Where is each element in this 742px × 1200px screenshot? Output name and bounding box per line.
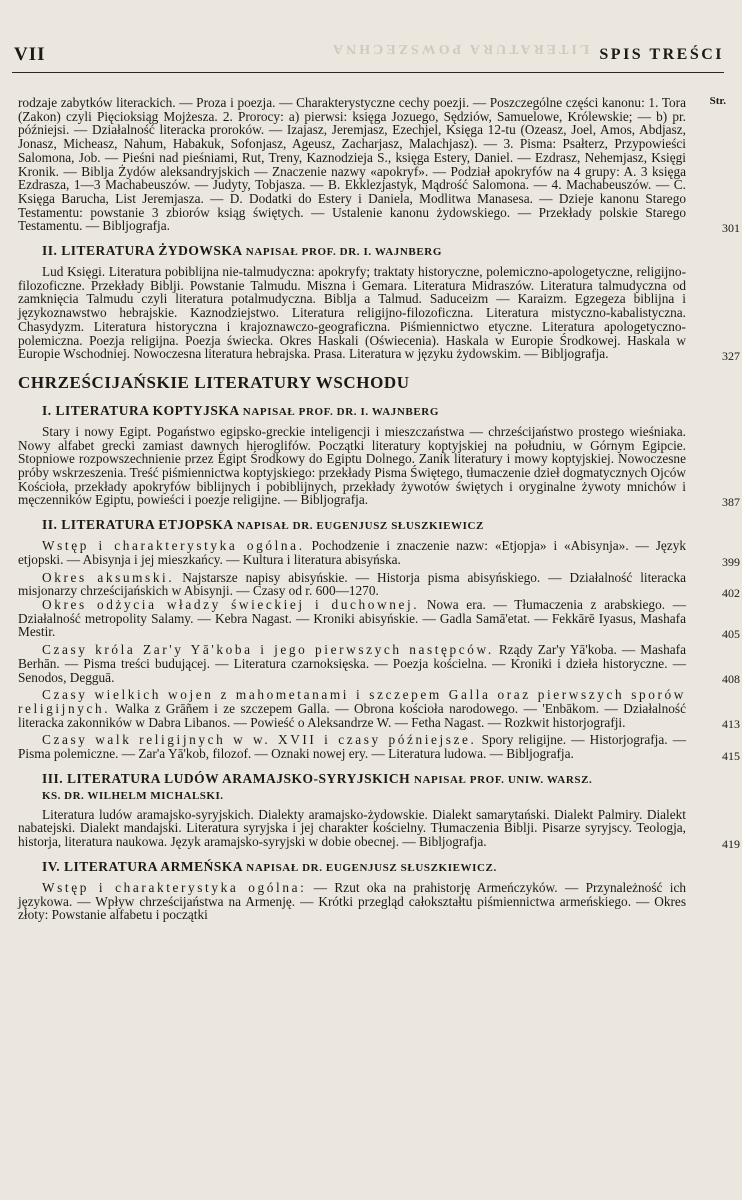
part-title: CHRZEŚCIJAŃSKIE LITERATURY WSCHODU xyxy=(18,372,410,392)
entry-text: Rządy Zar'y Yā'koba. — Mashafa Berhān. — Pisma treści budującej. — Literatura czarnoksięska. — Poezja kościelna. — Kroniki i dzieła historyczne. — Senodos, Degguā. xyxy=(18,642,686,685)
section-author: NAPISAŁ PROF. DR. I. WAJNBERG xyxy=(245,246,442,259)
entry-text: Lud Księgi. Literatura pobiblijna nie-talmudyczna: apokryfy; traktaty historyczne, polemiczno-apologetyczne, religijno-filozoficzne. Przekłady Biblji. Powstanie Talmudu. Miszna i Gemara. Literatura Midraszów. Literatura talmudyczna od zamknięcia Talmudu czyli literatura potalmudyczna. Biblja a Talmud. Saduceizm — Karaizm. Egzegeza biblijna i językoznawstwo hebrajskie. Kaznodziejstwo. Literatura religijno-filozoficzna. Literatura mistyczno-kabalistyczna. Chasydyzm. Literatura historyczna i krajoznawczo-geograficzna. Piśmiennictwo etyczne. Literatura apologetyczno-polemiczna. Poezja religijna. Poezja świecka. Okres Haskali (Oświecenia). Haskala w Europie Środkowej. Haskala w Europie Wschodniej. Nowoczesna literatura hebrajska. Prasa. Literatura w języku żydowskim. — Bibljografja. xyxy=(18,264,686,362)
entry-text: Walka z Grāñem i ze szczepem Galla. — Obrona kościoła narodowego. — 'Enbākom. — Działalność literacka zakonników w Dabra Libanos. — Powieść o Aleksandrze W. — Fetha Nagast. — Rozkwit historjografji. xyxy=(18,700,686,730)
entry-text: Spory religijne. — Historjografja. — Pisma polemiczne. — Zar'a Yā'kob, filozof. — Oznaki nowej ery. — Literatura ludowa. — Bibljografja. xyxy=(18,732,686,762)
entry-text: Pochodzenie i znaczenie nazw: «Etjopja» i «Abisynja». — Język etjopski. — Abisynja i jej mieszkańcy. — Kultura i literatura abisyńska. xyxy=(18,538,687,567)
toc-entry xyxy=(18,596,740,642)
page-number: 387 xyxy=(722,495,740,510)
section-title: I. LITERATURA KOPTYJSKA NAPISAŁ PROF. DR. I. WAJNBERG xyxy=(42,402,439,418)
page-number: 402 xyxy=(722,585,740,600)
section-title: IV. LITERATURA ARMEŃSKA NAPISAŁ DR. EUGENJUSZ SŁUSZKIEWICZ. xyxy=(42,858,497,874)
page-number: 413 xyxy=(722,717,740,732)
toc-entry xyxy=(18,687,740,732)
section-author: NAPISAŁ PROF. UNIW. WARSZ. xyxy=(413,773,593,786)
toc-entry xyxy=(18,264,740,363)
entry-text: Stary i nowy Egipt. Pogaństwo egipsko-greckie inteligencji i mieszczaństwa — chrześcijaństwo prostego wieśniaka. Nowy alfabet grecki zamiast dawnych hieroglifów. Początki literatury koptyjskiej na południu, w Górnym Egipcie. Stopniowe rozpowszechnienie przez Egipt Środkowy do Egiptu Dolnego. Zanik literatury i mowy koptyjskiej. Nowoczesne próby wskrzeszenia. Treść piśmiennictwa koptyjskiego: przekłady Pisma Świętego, tłumaczenie dzieł dogmatycznych Ojców Kościoła, przekłady apokryfów biblijnych i pobiblijnych, przekłady żywotów świętych i oryginalne żywoty mnichów i męczenników Egiptu, powieści i poezje religijne. — Bibljografja. xyxy=(18,423,686,508)
section-author: NAPISAŁ PROF. DR. I. WAJNBERG xyxy=(242,405,439,418)
page-column-label: Str. xyxy=(709,95,726,107)
section-author-line2: KS. DR. WILHELM MICHALSKI. xyxy=(42,789,224,802)
entry-lead: Okres odżycia władzy świeckiej i duchownej. xyxy=(42,596,420,612)
page-number: 399 xyxy=(722,554,740,569)
toc-entry xyxy=(18,806,740,851)
toc-entry xyxy=(18,881,688,922)
header-rule xyxy=(12,72,724,73)
page-number: 415 xyxy=(722,748,740,763)
page-number: 419 xyxy=(722,836,740,851)
entry-text: Nowa era. — Tłumaczenia z arabskiego. — Działalność metropolity Salamy. — Kebra Nagast. — Kroniki abisyńskie. — Gadla Samā'etat. — Fekkārē Iyasus, Mashafa Mestir. xyxy=(18,596,687,640)
section-author: NAPISAŁ DR. EUGENJUSZ SŁUSZKIEWICZ xyxy=(236,520,484,533)
entry-lead: Wstęp i charakterystyka ogólna. xyxy=(42,538,305,554)
entry-lead: Czasy walk religijnych w w. XVII i czasy późniejsze. xyxy=(42,732,477,748)
toc-entry xyxy=(18,538,740,569)
toc-entry xyxy=(18,423,740,510)
running-header xyxy=(14,44,724,72)
page-label: VII xyxy=(14,44,46,65)
entry-text: — Rzut oka na prahistorję Armeńczyków. — Przynależność ich językowa. — Wpływ chrześcijaństwa na Armenję. — Krótki przegląd całokształtu piśmiennictwa armeńskiego. — Okres złoty: Powstanie alfabetu i początki xyxy=(18,879,686,923)
toc-content xyxy=(18,95,740,923)
bleed-through-text: LITERATURA POWSZECHNA xyxy=(330,41,590,56)
entry-lead: Wstęp i charakterystyka ogólna: xyxy=(42,879,307,895)
section-title: III. LITERATURA LUDÓW ARAMAJSKO-SYRYJSKICH NAPISAŁ PROF. UNIW. WARSZ. KS. DR. WILHELM MICHALSKI. xyxy=(42,771,688,802)
page-number: 301 xyxy=(722,221,740,236)
section-author: NAPISAŁ DR. EUGENJUSZ SŁUSZKIEWICZ. xyxy=(246,861,497,874)
entry-lead: Czasy króla Zar'y Yā'koba i jego pierwszych następców. xyxy=(42,642,494,658)
page-number: 405 xyxy=(722,627,740,642)
entry-text: Literatura ludów aramajsko-syryjskich. Dialekty aramajsko-żydowskie. Dialekt samarytański. Dialekt Palmiry. Dialekt nabatejski. Dialekt mandajski. Literatura syryjska i jej charakter kościelny. Tłumaczenia Biblji. Pisarze syryjscy. Teologja, historja, literatura naukowa. Język aramajsko-syryjski w dobie obecnej. — Bibljografja. xyxy=(18,806,686,850)
entry-lead: Okres aksumski. xyxy=(42,569,175,585)
page-number: 408 xyxy=(722,672,740,687)
entry-text: rodzaje zabytków literackich. — Proza i poezja. — Charakterystyczne cechy poezji. — Poszczególne części kanonu: 1. Tora (Zakon) czyli Pięcioksiąg Mojżesza. 2. Prorocy: a) pierwsi: księga Jozuego, Sędziów, Samuelowe, Królewskie; — b) pr. późniejsi. — Działalność literacka proroków. — Izajasz, Jeremjasz, Ezechjel, Księga 12-tu (Ozeasz, Joel, Amos, Abdjasz, Jonasz, Micheasz, Nahum, Habakuk, Sofonjasz, Ageusz, Zacharjasz, Malachjasz). — 3. Pisma: Psałterz, Przypowieści Salomona, Job. — Pieśni nad pieśniami, Rut, Treny, Kaznodzieja S., księga Estery, Daniel. — Ezdrasz, Nehemjasz, Księgi Kronik. — Biblja Żydów aleksandryjskich — Znaczenie nazwy «apokryf». — Podział apokryfów na 4 grupy: A. 3 księga Ezdrasza, 1—3 Machabeuszów. — Judyty, Tobjasza. — B. Ekklezjastyk, Mądrość Salomona. — 4. Machabeuszów. — C. Księga Barucha, List Jeremjasza. — D. Dodatki do Estery i Daniela, Modlitwa Manasesa. — Dzieje kanonu Starego Testamentu: powstanie 3 zbiorów ksiąg świętych. — Ustalenie kanonu żydowskiego. — Przekłady polskie Starego Testamentu. — Bibljografja. xyxy=(18,95,686,234)
section-title: II. LITERATURA ETJOPSKA NAPISAŁ DR. EUGENJUSZ SŁUSZKIEWICZ xyxy=(42,517,484,533)
toc-entry xyxy=(18,732,740,763)
entry-text: Najstarsze napisy abisyńskie. — Historja pisma abisyńskiego. — Działalność literacka misjonarzy chrześcijańskich w Abisynji. — Czasy od r. 600—1270. xyxy=(18,569,686,599)
section-title: II. LITERATURA ŻYDOWSKA NAPISAŁ PROF. DR. I. WAJNBERG xyxy=(42,243,442,259)
toc-entry xyxy=(18,569,740,600)
page-number: 327 xyxy=(722,348,740,363)
toc-entry xyxy=(18,642,740,687)
header-title: SPIS TREŚCI xyxy=(599,46,724,63)
entry-lead: Czasy wielkich wojen z mahometanami i szczepem Galla oraz pierwszych sporów religijnych. xyxy=(18,687,686,716)
